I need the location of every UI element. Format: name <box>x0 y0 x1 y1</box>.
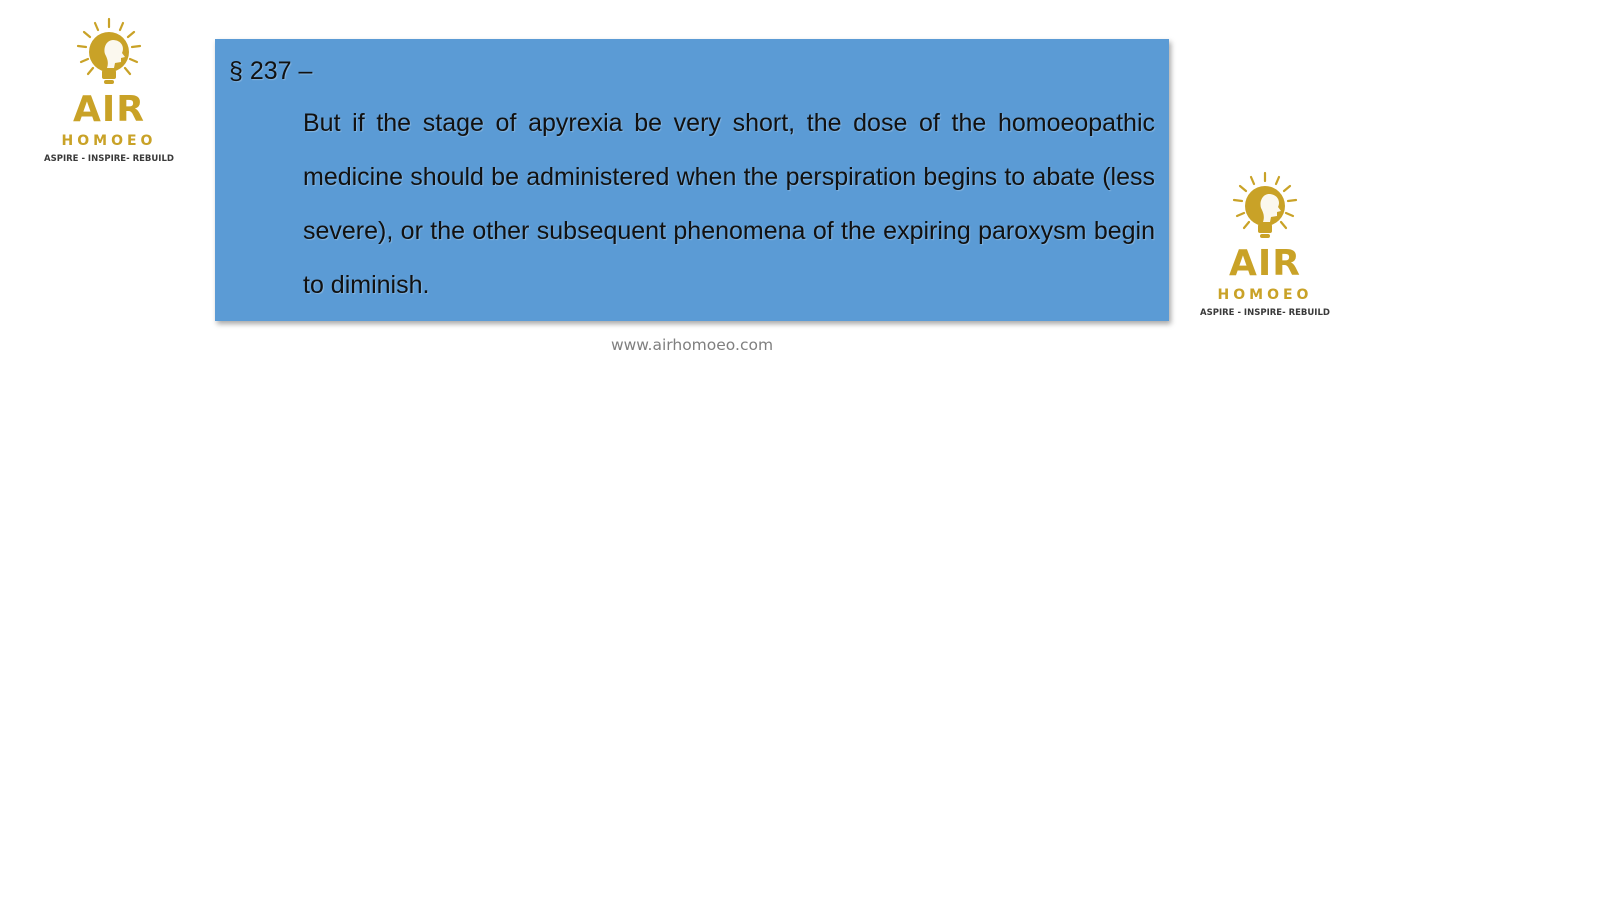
logo-brand: AIR <box>73 89 145 130</box>
logo-left <box>44 16 174 164</box>
aphorism-number: § 237 – <box>229 57 313 85</box>
logo-right <box>1200 170 1330 318</box>
logo-brand: AIR <box>1229 243 1301 284</box>
logo-subbrand: HOMOEO <box>1217 287 1313 303</box>
website-link[interactable]: www.airhomoeo.com <box>610 336 774 354</box>
lightbulb-head-icon <box>69 16 149 96</box>
lightbulb-head-icon <box>1225 170 1305 250</box>
aphorism-text: But if the stage of apyrexia be very short, the dose of the homoeopathic medicine should be administered when the perspiration begins to abate (less severe), or the other subsequent phenomena of the expiring paroxysm begin to diminish. <box>303 109 1155 299</box>
logo-tagline: ASPIRE - INSPIRE- REBUILD <box>1200 308 1330 318</box>
logo-subbrand: HOMOEO <box>61 133 157 149</box>
aphorism-box <box>215 39 1169 321</box>
logo-tagline: ASPIRE - INSPIRE- REBUILD <box>44 154 174 164</box>
